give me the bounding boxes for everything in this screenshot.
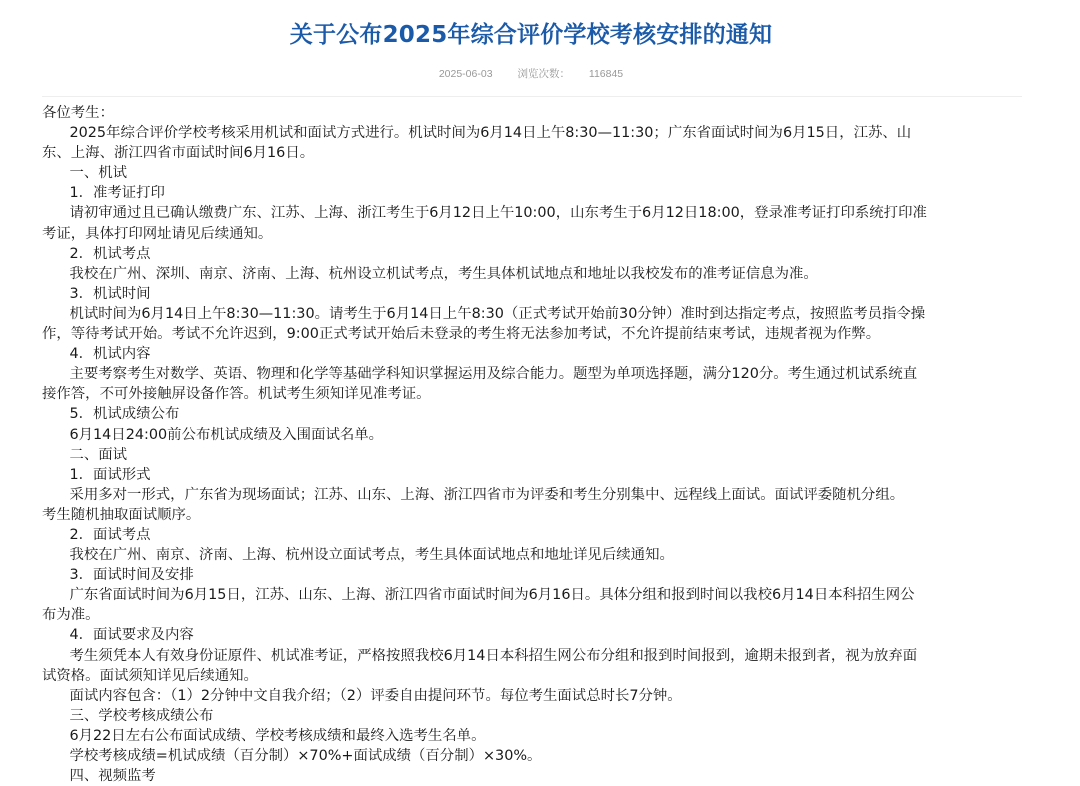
body-line: 考生随机抽取面试顺序。 — [42, 506, 201, 523]
body-line: 学校考核成绩=机试成绩（百分制）×70%+面试成绩（百分制）×30%。 — [42, 748, 542, 764]
article-body — [42, 103, 1024, 786]
body-line: 接作答，不可外接触屏设备作答。机试考生须知详见准考证。 — [42, 386, 431, 403]
body-line: 三、学校考核成绩公布 — [42, 707, 214, 724]
page-title: 关于公布2025年综合评价学校考核安排的通知 — [289, 22, 773, 48]
body-line: 1．面试形式 — [42, 466, 151, 483]
body-line: 3．机试时间 — [42, 285, 151, 302]
body-line: 我校在广州、南京、济南、上海、杭州设立面试考点，考生具体面试地点和地址详见后续通知。 — [42, 547, 674, 564]
body-line: 请初审通过且已确认缴费广东、江苏、上海、浙江考生于6月12日上午10:00，山东考生于6月12日18:00，登录准考证打印系统打印准 — [42, 205, 927, 222]
body-line: 各位考生： — [42, 105, 114, 121]
body-line: 布为准。 — [42, 607, 100, 624]
divider — [42, 96, 1022, 97]
body-line: 2．机试考点 — [42, 245, 151, 262]
body-line: 作，等待考试开始。考试不允许迟到，9:00正式考试开始后未登录的考生将无法参加考试，不允许提前结束考试，违规者视为作弊。 — [42, 326, 881, 343]
body-line: 主要考察考生对数学、英语、物理和化学等基础学科知识掌握运用及综合能力。题型为单项选择题，满分120分。考生通过机试系统直 — [42, 366, 918, 383]
views-count: 116845 — [588, 68, 624, 80]
body-line: 1．准考证打印 — [42, 185, 165, 202]
body-line: 东、上海、浙江四省市面试时间6月16日。 — [42, 145, 315, 162]
body-line: 我校在广州、深圳、南京、济南、上海、杭州设立机试考点，考生具体机试地点和地址以我校发布的准考证信息为准。 — [42, 265, 818, 282]
body-line: 6月14日24:00前公布机试成绩及入围面试名单。 — [42, 426, 384, 443]
body-line: 考证，具体打印网址请见后续通知。 — [42, 225, 273, 242]
body-line: 一、机试 — [42, 165, 128, 182]
body-line: 采用多对一形式，广东省为现场面试；江苏、山东、上海、浙江四省市为评委和考生分别集中、远程线上面试。面试评委随机分组。 — [42, 486, 905, 503]
body-line: 2025年综合评价学校考核采用机试和面试方式进行。机试时间为6月14日上午8:30—11:30；广东省面试时间为6月15日，江苏、山 — [42, 125, 912, 142]
views-label: 浏览次数： — [517, 68, 570, 80]
body-line: 机试时间为6月14日上午8:30—11:30。请考生于6月14日上午8:30（正式考试开始前30分钟）准时到达指定考点，按照监考员指令操 — [42, 305, 926, 322]
body-line: 6月22日左右公布面试成绩、学校考核成绩和最终入选考生名单。 — [42, 727, 486, 744]
body-line: 试资格。面试须知详见后续通知。 — [42, 667, 258, 684]
body-line: 3．面试时间及安排 — [42, 567, 194, 584]
publish-date: 2025-06-03 — [438, 68, 493, 80]
body-line: 广东省面试时间为6月15日，江苏、山东、上海、浙江四省市面试时间为6月16日。具体分组和报到时间以我校6月14日本科招生网公 — [42, 587, 915, 604]
article-meta — [0, 66, 1062, 81]
body-line: 考生须凭本人有效身份证原件、机试准考证，严格按照我校6月14日本科招生网公布分组和报到时间报到，逾期未报到者，视为放弃面 — [42, 647, 918, 664]
body-line: 5．机试成绩公布 — [42, 406, 180, 423]
body-line: 4．面试要求及内容 — [42, 627, 194, 644]
body-line: 四、视频监考 — [42, 768, 156, 785]
body-line: 面试内容包含：（1）2分钟中文自我介绍；（2）评委自由提问环节。每位考生面试总时长7分钟。 — [42, 687, 682, 704]
body-line: 4．机试内容 — [42, 346, 151, 363]
body-line: 二、面试 — [42, 446, 128, 463]
body-line: 2．面试考点 — [42, 526, 151, 543]
